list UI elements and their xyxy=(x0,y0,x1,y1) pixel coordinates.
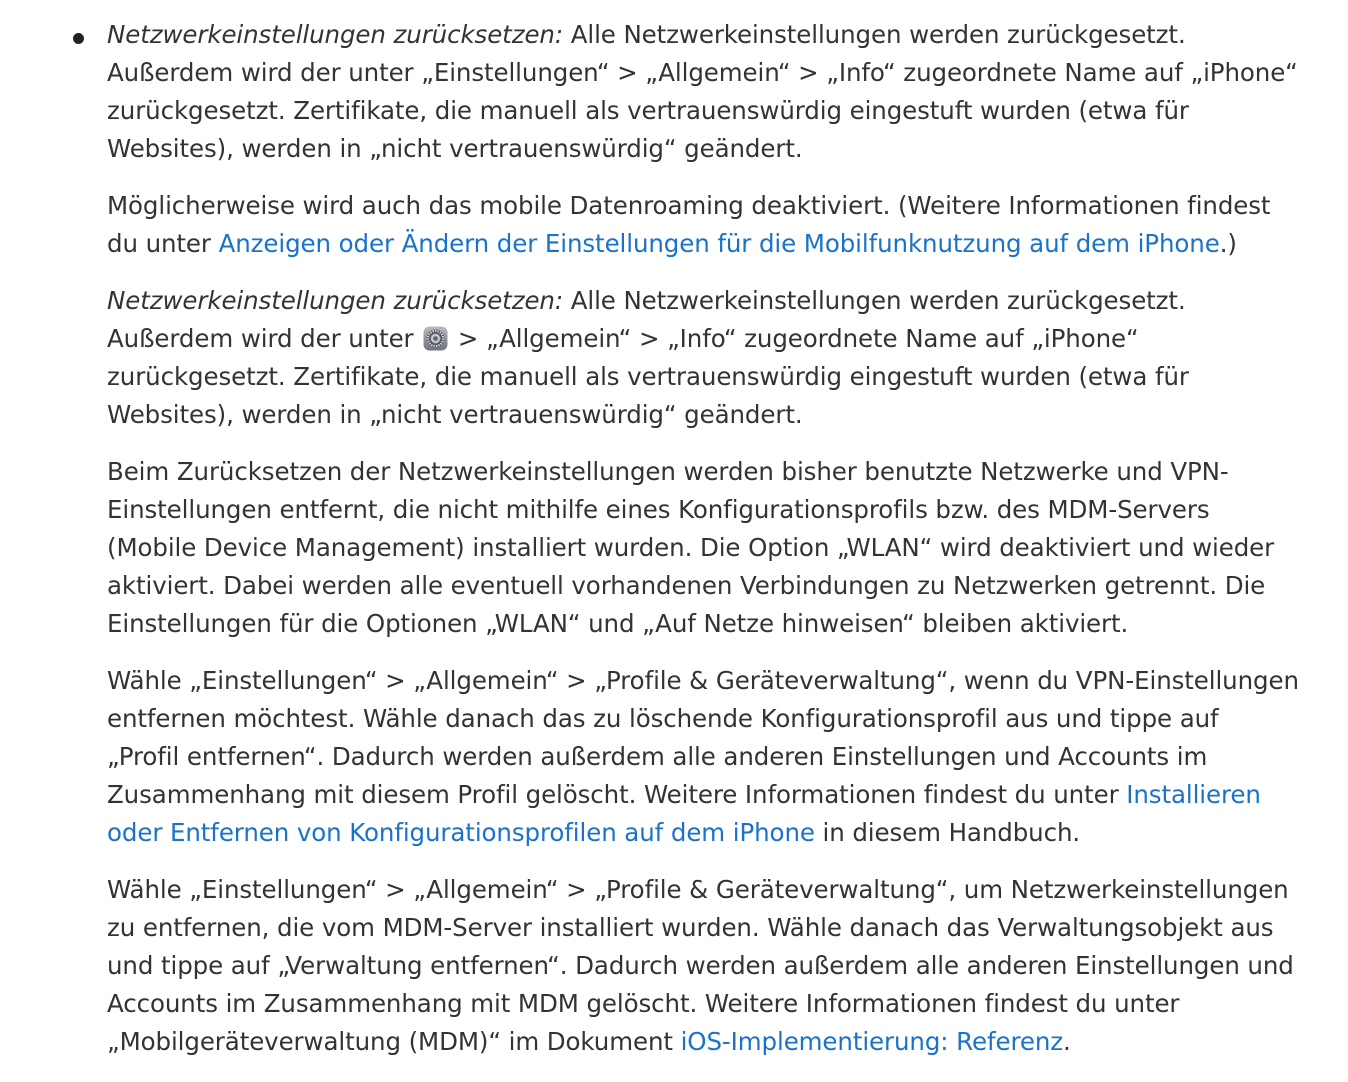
link-install-remove-profiles-cont[interactable]: oder Entfernen von Konfigurationsprofilen auf dem iPhone xyxy=(107,818,815,847)
text-line: (Mobile Device Management) installiert wurden. Die Option „WLAN“ wird deaktiviert und wieder xyxy=(107,533,1275,562)
text-line: Möglicherweise wird auch das mobile Datenroaming deaktiviert. (Weitere Informationen findest xyxy=(107,191,1271,220)
link-install-remove-profiles[interactable]: Installieren xyxy=(1126,780,1261,809)
text-span: .) xyxy=(1219,229,1237,258)
text-span: Außerdem wird der unter xyxy=(107,324,422,353)
text-line: Wähle „Einstellungen“ > „Allgemein“ > „Profile & Geräteverwaltung“, um Netzwerkeinstellungen xyxy=(107,875,1289,904)
text-line: zurückgesetzt. Zertifikate, die manuell als vertrauenswürdig eingestuft wurden (etwa für xyxy=(107,362,1189,391)
text-line: Einstellungen entfernt, die nicht mithilfe eines Konfigurationsprofils bzw. des MDM-Servers xyxy=(107,495,1210,524)
bullet-point-icon xyxy=(73,33,84,44)
text-line: zu entfernen, die vom MDM-Server installiert wurden. Wähle danach das Verwaltungsobjekt aus xyxy=(107,913,1274,942)
text-span: . xyxy=(1063,1027,1071,1056)
text-span: Zusammenhang mit diesem Profil gelöscht. Weitere Informationen findest du unter xyxy=(107,780,1127,809)
text-line: und tippe auf „Verwaltung entfernen“. Dadurch werden außerdem alle anderen Einstellungen und xyxy=(107,951,1294,980)
term-label: Netzwerkeinstellungen zurücksetzen: xyxy=(107,286,564,315)
text-line: „Profil entfernen“. Dadurch werden außerdem alle anderen Einstellungen und Accounts im xyxy=(107,742,1208,771)
text-line: Wähle „Einstellungen“ > „Allgemein“ > „Profile & Geräteverwaltung“, wenn du VPN-Einstellungen xyxy=(107,666,1299,695)
text-line xyxy=(107,320,1307,358)
text-line: aktiviert. Dabei werden alle eventuell vorhandenen Verbindungen zu Netzwerken getrennt. Die xyxy=(107,571,1266,600)
paragraph-reset-network-2 xyxy=(107,282,1307,434)
text-line: Beim Zurücksetzen der Netzwerkeinstellungen werden bisher benutzte Netzwerke und VPN- xyxy=(107,457,1229,486)
text-span: Alle Netzwerkeinstellungen werden zurückgesetzt. xyxy=(563,286,1186,315)
text-line xyxy=(107,814,1307,852)
text-line: entfernen möchtest. Wähle danach das zu löschende Konfigurationsprofil aus und tippe auf xyxy=(107,704,1219,733)
paragraph-vpn-removal-info xyxy=(107,453,1307,643)
paragraph-reset-network-1 xyxy=(107,16,1307,168)
text-line xyxy=(107,16,1307,54)
text-span: Alle Netzwerkeinstellungen werden zurückgesetzt. xyxy=(563,20,1186,49)
term-label: Netzwerkeinstellungen zurücksetzen: xyxy=(107,20,564,49)
paragraph-remove-vpn-profile xyxy=(107,662,1307,852)
paragraph-roaming xyxy=(107,187,1307,263)
text-line: Accounts im Zusammenhang mit MDM gelöscht. Weitere Informationen findest du unter xyxy=(107,989,1180,1018)
text-line: Websites), werden in „nicht vertrauenswürdig“ geändert. xyxy=(107,134,803,163)
text-span: „Mobilgeräteverwaltung (MDM)“ im Dokument xyxy=(107,1027,681,1056)
paragraph-remove-mdm xyxy=(107,871,1307,1061)
link-ios-deployment-reference[interactable]: iOS-Implementierung: Referenz xyxy=(680,1027,1064,1056)
text-line xyxy=(107,225,1307,263)
text-line: Websites), werden in „nicht vertrauenswürdig“ geändert. xyxy=(107,400,803,429)
text-line xyxy=(107,282,1307,320)
text-span: > „Allgemein“ > „Info“ zugeordnete Name auf „iPhone“ xyxy=(450,324,1139,353)
text-line: Einstellungen für die Optionen „WLAN“ und „Auf Netze hinweisen“ bleiben aktiviert. xyxy=(107,609,1129,638)
text-line: zurückgesetzt. Zertifikate, die manuell als vertrauenswürdig eingestuft wurden (etwa für xyxy=(107,96,1189,125)
text-line xyxy=(107,1023,1307,1061)
text-span: du unter xyxy=(107,229,219,258)
text-line: Außerdem wird der unter „Einstellungen“ > „Allgemein“ > „Info“ zugeordnete Name auf „iPhone“ xyxy=(107,58,1298,87)
settings-gear-icon xyxy=(423,324,448,349)
text-line xyxy=(107,776,1307,814)
link-mobile-data-settings[interactable]: Anzeigen oder Ändern der Einstellungen für die Mobilfunknutzung auf dem iPhone xyxy=(218,229,1220,258)
text-span: in diesem Handbuch. xyxy=(814,818,1081,847)
